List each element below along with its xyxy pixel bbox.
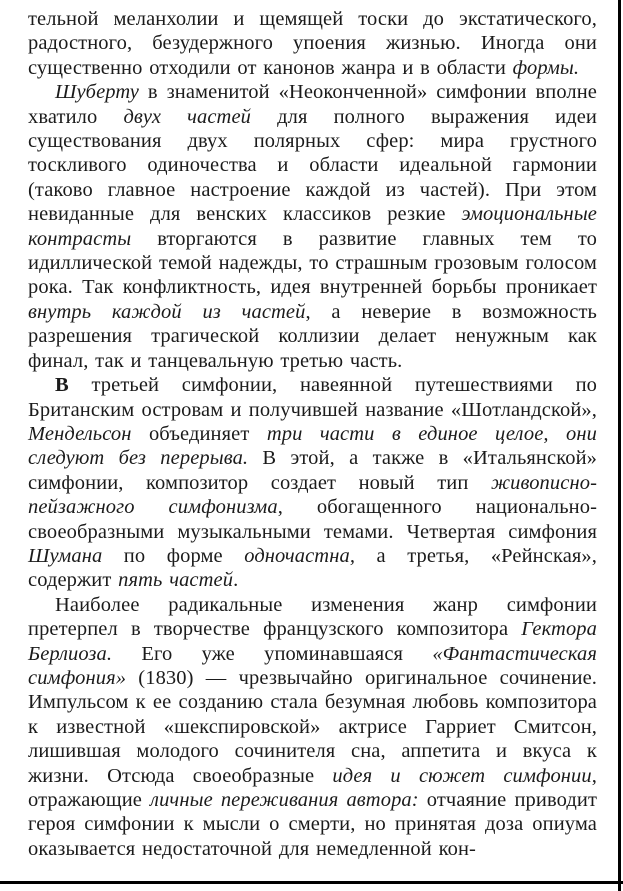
text-run: тельной меланхолии и щемящей тоски до экстатического, радостного, безудержного упоения жизнью. Иногда они существенно отходили от канонов жанра и в области <box>28 8 597 79</box>
text-run: , обогащенного национально-своеобразными музыкальными темами. Четвертая симфония <box>28 496 597 543</box>
text-run: пять частей <box>118 569 234 592</box>
text-run: по форме <box>102 544 245 567</box>
text-run: , отражающие <box>28 764 597 811</box>
text-run: двух частей <box>123 105 252 128</box>
text-run: «Фантастическая симфония» <box>28 642 597 689</box>
text-run: эмоциональные контрасты <box>28 203 597 250</box>
text-run: объединяет <box>131 422 267 445</box>
paragraph-mendelssohn <box>28 373 597 593</box>
text-run: вторгаются в развитие главных тем то идиллической темой надежды, то страшным грозовым голосом рока. Так конфликтность, идея внутренней борьбы проникает <box>28 227 597 299</box>
text-run: в знаменитой «Неоконченной» симфонии вполне хватило <box>28 81 597 128</box>
text-run: одночастна, <box>244 544 356 567</box>
text-run: . <box>233 569 239 592</box>
text-run: для полного выражения идеи существования двух полярных сфер: мира грустного тоскливого одиночества и области идеальной гармонии (таково главное настроение каждой из частей). При этом невиданные для венских классиков резкие <box>28 105 597 226</box>
text-run: , а неверие в возможность разрешения трагической коллизии делает ненужным как финал, так и танцевальную третью часть. <box>28 300 597 372</box>
text-run: внутрь каждой из частей <box>28 300 306 323</box>
text-run: Шуберту <box>55 81 139 104</box>
text-run: а третья, «Рейнская», содержит <box>28 544 597 592</box>
text-run: Шумана <box>28 544 103 567</box>
text-run: (1830) — чрезвычайно оригинальное сочинение. Импульсом к ее созданию стала безумная любовь композитора к известной «шекспировской» актрисе Гарриет Смитсон, лишившая молодого сочинителя сна, аппетита и вкуса к жизни. Отсюда своеобразные <box>28 666 597 787</box>
text-run: Мендельсон <box>28 422 132 445</box>
page-edge-bottom <box>0 881 623 884</box>
paragraph-continuation <box>28 7 597 80</box>
page-edge-right <box>618 0 621 891</box>
text-run: отчаяние приводит героя симфонии к мысли о смерти, но принятая доза опиума оказывается недостаточной для немедленной кон- <box>28 789 598 860</box>
text-run: формы. <box>512 56 580 79</box>
text-run: Гектора Берлиоза. <box>28 618 597 665</box>
text-run: личные переживания автора: <box>150 789 419 811</box>
paragraph-berlioz <box>28 593 597 861</box>
text-run: третьей симфонии, навеянной путешествиями по Британским островам и получившей название «Шотландской», <box>28 374 597 421</box>
text-run: живописно-пейзажного симфонизма <box>28 471 597 519</box>
text-block <box>28 7 597 861</box>
text-run: Наиболее радикальные изменения жанр симфонии претерпел в творчестве французского композитора <box>28 593 597 641</box>
text-run: В этой, а также в «Итальянской» симфонии, композитор создает новый тип <box>28 447 597 494</box>
text-run: В <box>55 374 69 397</box>
text-run: Его уже упоминавшаяся <box>112 642 433 665</box>
text-run: идея и сюжет симфонии <box>332 764 592 787</box>
paragraph-schubert <box>28 80 597 373</box>
text-run: три части в единое целое, они следуют без перерыва. <box>28 422 597 470</box>
